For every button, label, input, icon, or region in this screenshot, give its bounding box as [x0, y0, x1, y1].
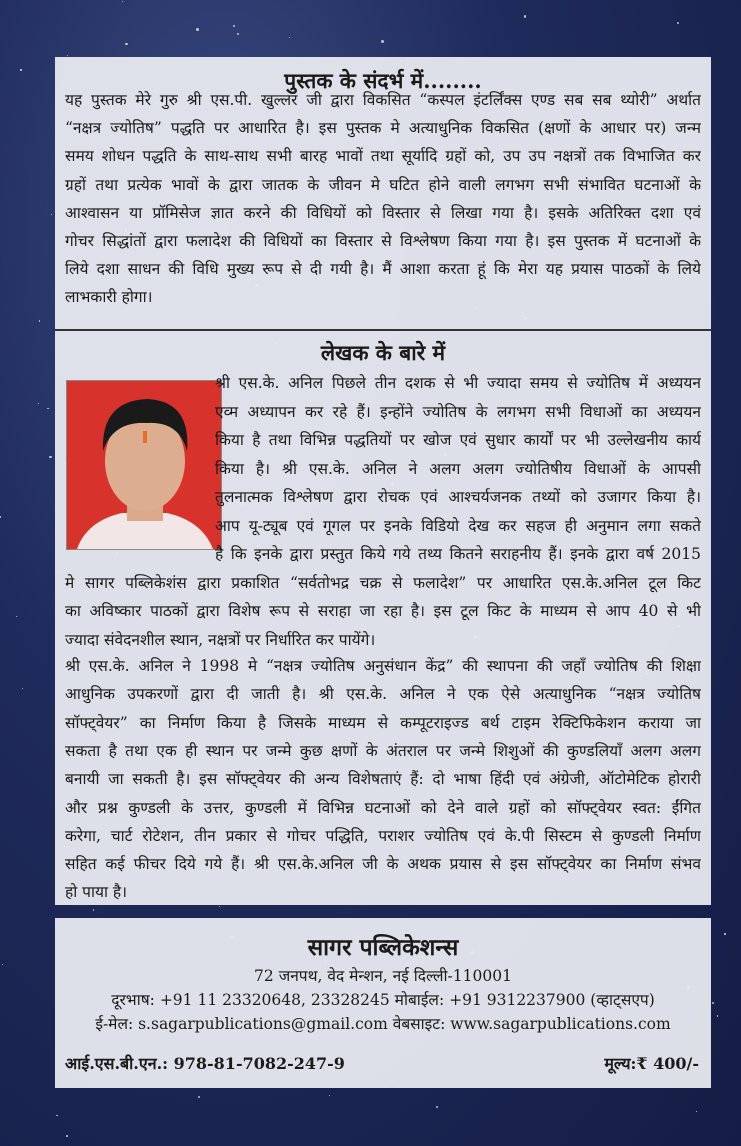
text-line: गोचर सिद्धांतों द्वारा फलादेश की विधियों का विस्तार से विश्लेषण किया गया है। इस पुस्तक में घटनाओं के [65, 232, 701, 250]
text-line: तुलनात्मक विश्लेषण द्वारा रोचक एवं आश्चर्यजनक तथ्यों को उजागर किया है। [215, 488, 701, 506]
text-line: करेगा, चार्ट रोटेशन, तीन प्रकार से गोचर पद्धिति, पराशर ज्योतिष एवं के.पी सिस्टम से कुण्डली निर्माण [65, 826, 701, 845]
text-line: आश्वासन या प्रॉमिसेज ज्ञात करने की विधियों को विस्तार से लिखा गया है। इसके अतिरिक्त दशा एवं [65, 203, 701, 222]
text-line: सॉफ्ट्वेयर” का निर्माण किया है जिसके माध्यम से कम्पूटराइज्ड बर्थ टाइम रेक्टिफिकेशन कराया जा [65, 713, 701, 732]
text-line: बनायी जा सकती है। इस सॉफ्ट्वेयर की अन्य विशेषताएं हैं: दो भाषा हिंदी एवं अंग्रेजी, ऑटोमेटिक होरारी [65, 770, 701, 789]
text-line: और प्रश्न कुण्डली के उत्तर, कुण्डली में विभिन्न घटनाओं को देने वाले ग्रहों को सॉफ्ट्वेयर स्वत: ईंगित [65, 798, 701, 817]
star [677, 22, 679, 24]
text-line: समय शोधन पद्धति के साथ-साथ सभी बारह भावों तथा सूर्यादि ग्रहों को, उप उप नक्षत्रों तक विभाजित कर [65, 147, 701, 166]
star [524, 15, 526, 17]
star [16, 616, 17, 617]
text-line: ग्रहों तथा प्रत्येक भावों के द्वारा जातक के जीवन मे घटित होने वाली लगभग सभी संभावित घटनाओं के [65, 175, 701, 194]
star [724, 933, 725, 934]
author-photo [66, 380, 222, 550]
text-line: सहित कई फीचर दिये गये हैं। श्री एस.के.अनिल जी के अथक प्रयास से इस सॉफ्ट्वेयर का निर्माण संभव [65, 855, 701, 874]
star [329, 1095, 330, 1096]
text-line: लाभकारी होगा। [65, 288, 153, 307]
text-line: लिये दशा साधन की विधि मुख्य रूप से दी गयी है। मैं आशा करता हूं कि मेरा यह प्रयास पाठकों के लिये [65, 260, 701, 279]
star [289, 37, 290, 38]
text-line: हो पाया है। [65, 883, 128, 902]
price: मूल्य:₹ 400/- [604, 1054, 699, 1073]
text-line: आधुनिक उपकरणों द्वारा दी जाती है। श्री एस.के. अनिल ने एक ऐसे अत्याधुनिक “नक्षत्र ज्योतिष [65, 685, 701, 704]
star [125, 43, 128, 46]
star [717, 1015, 719, 1017]
text-line: किया है। श्री एस.के. अनिल ने अलग अलग ज्योतिषीय विधाओं के आपसी [215, 459, 701, 478]
star [712, 1002, 714, 1004]
publisher-phone: दूरभाष: +91 11 23320648, 23328245 मोबाईल: +91 9312237900 (व्हाट्सएप) [111, 991, 655, 1009]
star [22, 688, 23, 689]
star [67, 55, 69, 57]
star [66, 1135, 68, 1137]
text-line: है कि इनके द्वारा प्रस्तुत किये गये तथ्य कितने सराहनीय हैं। इनके द्वारा वर्ष 2015 [215, 545, 701, 563]
divider [55, 329, 711, 331]
text-line: ज्यादा संवेदनशील स्थान, नक्षत्रों पर निर्धारित कर पायेंगे। [65, 630, 376, 649]
text-line: किया है तथा विभिन्न पद्धतियों पर खोज एवं सुधार कार्यों पर भी उल्लेखनीय कार्य [215, 431, 701, 449]
star [47, 408, 49, 410]
text-line: आप यू-ट्यूब एवं गूगल पर इनके विडियो देख कर सहज ही अनुमान लगा सकते [215, 516, 701, 535]
star [39, 320, 41, 322]
publisher-address: 72 जनपथ, वेद मेन्शन, नई दिल्ली-110001 [254, 967, 512, 985]
isbn: आई.एस.बी.एन.: 978-81-7082-247-9 [65, 1054, 345, 1073]
text-line: यह पुस्तक मेरे गुरु श्री एस.पी. खुल्लर जी द्वारा विकसित “कस्पल इंटर्लिंक्स एण्ड सब सब थ्योरी” अर्थात [65, 91, 701, 109]
publisher-contact: ई-मेल: s.sagarpublications@gmail.com वेबसाइट: www.sagarpublications.com [95, 1015, 671, 1033]
text-line: मे सागर पब्लिकेशंस द्वारा प्रकाशित “सर्वतोभद्र चक्र से फलादेश” पर आधारित एस.के.अनिल टूल किट [65, 573, 701, 592]
publisher-name: सागर पब्लिकेशन्स [307, 934, 459, 961]
text-line: का अविष्कार पाठकों द्वारा विशेष रूप से सराहा जा रहा है। इस टूल किट के माध्यम से आप 40 से भी [65, 602, 701, 620]
text-line: श्री एस.के. अनिल पिछले तीन दशक से भी ज्यादा समय से ज्योतिष में अध्ययन [215, 374, 701, 392]
star [196, 28, 199, 31]
star [233, 25, 235, 27]
star [198, 1096, 200, 1098]
star [2, 964, 3, 965]
info-panel [55, 57, 711, 905]
star [0, 516, 1, 517]
star [49, 456, 51, 458]
star [436, 1106, 438, 1108]
star [51, 214, 52, 215]
publisher-panel [55, 918, 711, 1088]
section-title-about-author: लेखक के बारे में [320, 340, 446, 365]
star [56, 1115, 58, 1117]
text-line: सकता है तथा एक ही स्थान पर जन्मे कुछ क्षणों के अंतराल पर जन्मे शिशुओं की कुण्डलियाँ अलग अलग [65, 741, 701, 760]
star [237, 33, 239, 35]
star [20, 69, 21, 70]
star [696, 1111, 697, 1112]
text-line: श्री एस.के. अनिल ने 1998 मे “नक्षत्र ज्योतिष अनुसंधान केंद्र” की स्थापना की जहाँ ज्योतिष की शिक्षा [65, 657, 701, 675]
text-line: एव्म अध्यापन कर रहे हैं। इन्होंने ज्योतिष के लगभग सभी विधाओं का अध्ययन [215, 402, 701, 421]
star [93, 909, 95, 911]
star [122, 1, 123, 2]
text-line: “नक्षत्र ज्योतिष” पद्धति पर आधारित है। इस पुस्तक मे अत्याधुनिक विकसित (क्षणों के आधार पर) जन्म [65, 119, 701, 138]
star [38, 403, 39, 404]
star [381, 40, 384, 43]
section-title-about-book: पुस्तक के संदर्भ में........ [284, 68, 482, 93]
